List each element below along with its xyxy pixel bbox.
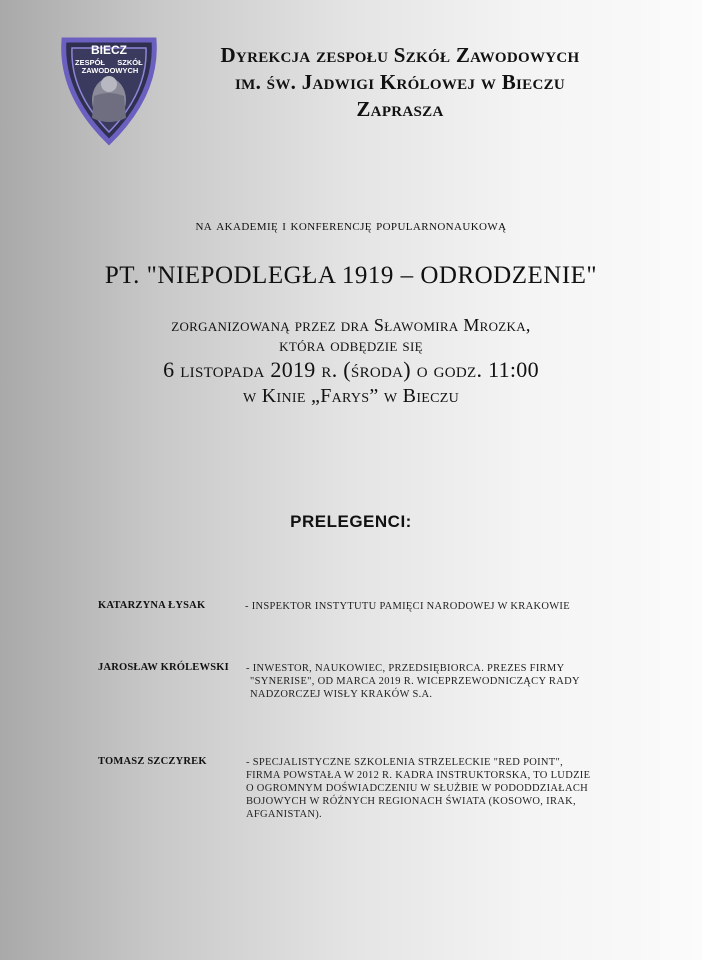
- organizer-line-2: która odbędzie się: [279, 335, 423, 355]
- event-venue: w Kinie „Farys” w Bieczu: [242, 385, 460, 407]
- header: [160, 42, 640, 123]
- speaker-desc-line: - INWESTOR, NAUKOWIEC, PRZEDSIĘBIORCA. PREZES FIRMY: [246, 663, 565, 674]
- organizer-line-1: zorganizowaną przez dra Sławomira Mrozka,: [171, 315, 531, 335]
- event-organizer: [0, 315, 702, 355]
- speaker-name: TOMASZ SZCZYREK: [98, 756, 207, 767]
- speaker-desc-line: "SYNERISE", OD MARCA 2019 R. WICEPRZEWODNICZĄCY RADY: [250, 676, 580, 687]
- header-line-1: Dyrekcja zespołu Szkół Zawodowych: [220, 43, 580, 67]
- logo-title: BIECZ: [91, 43, 127, 57]
- logo-text-2: SZKÓŁ: [117, 58, 143, 67]
- speaker-desc-line: - SPECJALISTYCZNE SZKOLENIA STRZELECKIE "RED POINT",: [246, 757, 563, 768]
- speaker-description: [246, 756, 590, 821]
- speaker-description: [246, 662, 580, 701]
- speaker-desc-line: FIRMA POWSTAŁA W 2012 R. KADRA INSTRUKTORSKA, TO LUDZIE: [246, 770, 591, 781]
- logo-text-3: ZAWODOWYCH: [81, 66, 139, 75]
- speaker-desc-line: BOJOWYCH W RÓŻNYCH REGIONACH ŚWIATA (KOSOWO, IRAK,: [246, 796, 576, 807]
- speaker-desc-line: - INSPEKTOR INSTYTUTU PAMIĘCI NARODOWEJ W KRAKOWIE: [245, 601, 570, 612]
- speaker-name: JAROSŁAW KRÓLEWSKI: [98, 662, 229, 673]
- header-line-3: Zaprasza: [356, 97, 444, 121]
- event-date: 6 listopada 2019 r. (środa) o godz. 11:00: [163, 357, 539, 382]
- header-line-2: im. św. Jadwigi Królowej w Bieczu: [234, 70, 566, 94]
- speaker-desc-line: AFGANISTAN).: [246, 809, 322, 820]
- logo-text-1: ZESPÓŁ: [74, 58, 106, 67]
- speaker-desc-line: NADZORCZEJ WISŁY KRAKÓW S.A.: [250, 689, 433, 700]
- school-logo: [54, 34, 164, 146]
- event-title: PT. "NIEPODLEGŁA 1919 – ODRODZENIE": [104, 262, 598, 289]
- speaker-name: KATARZYNA ŁYSAK: [98, 600, 206, 611]
- speakers-heading: PRELEGENCI:: [290, 512, 412, 531]
- speaker-description: [245, 600, 570, 613]
- event-intro: na akademię i konferencję popularnonaukową: [195, 218, 507, 234]
- speaker-desc-line: O OGROMNYM DOŚWIADCZENIU W SŁUŻBIE W PODODDZIAŁACH: [246, 783, 589, 794]
